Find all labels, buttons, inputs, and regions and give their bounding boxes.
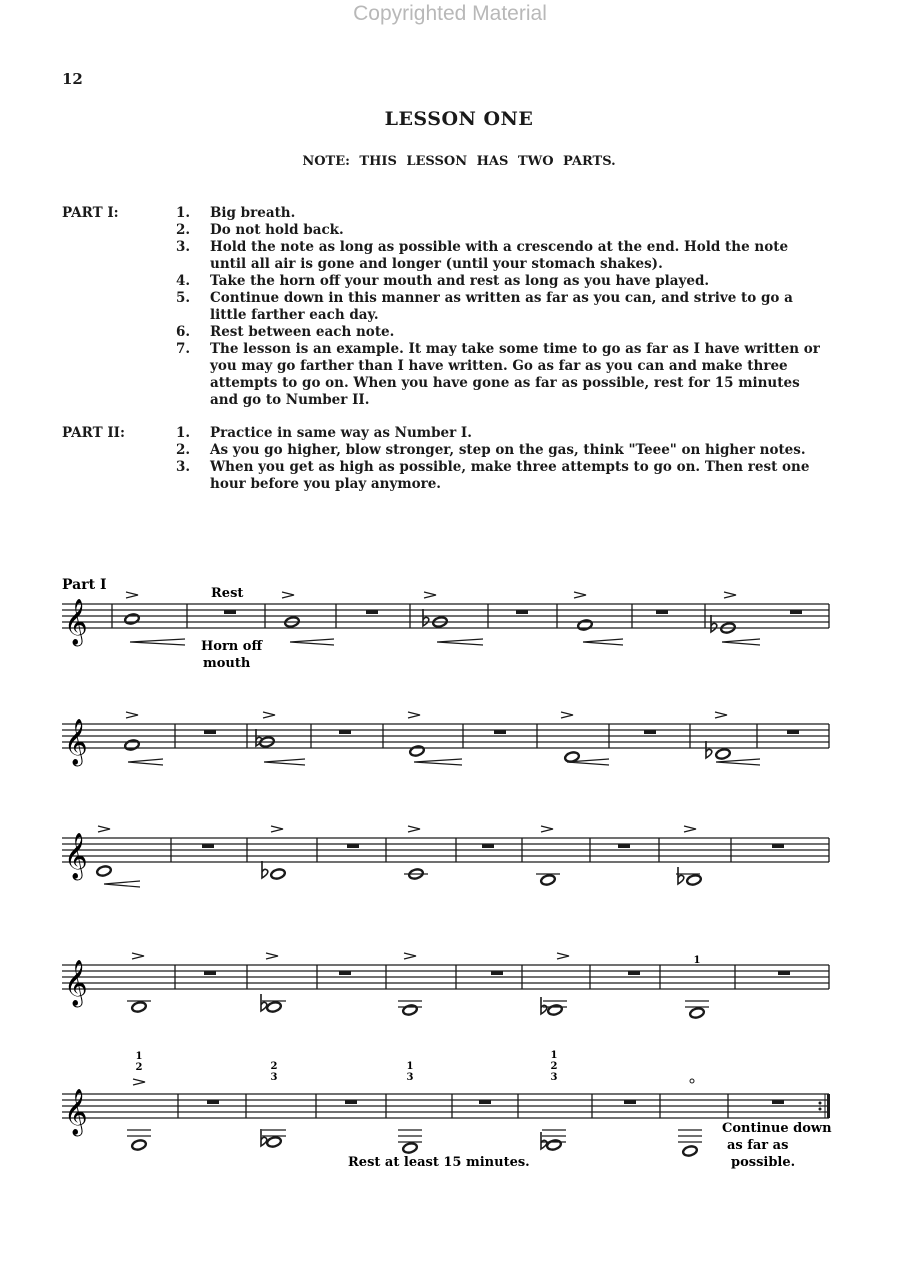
whole-note [682, 1145, 698, 1157]
rest-label: Rest [211, 586, 244, 601]
flat-sign [423, 609, 429, 626]
whole-rest [347, 844, 359, 848]
accent-mark [126, 712, 138, 718]
accent-mark [132, 953, 144, 959]
item-text: As you go higher, blow stronger, step on the gas, think "Teee" on higher notes. [210, 442, 806, 458]
item-text: Rest between each note. [210, 324, 395, 340]
crescendo-hairpin [128, 759, 163, 765]
fingering-number: 2 [270, 1061, 278, 1072]
fingering-number: 2 [550, 1061, 558, 1072]
copyright-watermark: Copyrighted Material [353, 2, 547, 25]
fingering-number: 3 [406, 1072, 414, 1083]
flat-sign [262, 861, 268, 878]
accent-mark [126, 592, 138, 598]
flat-sign [706, 741, 712, 758]
item-text: Practice in same way as Number I. [210, 425, 472, 441]
crescendo-hairpin [437, 639, 483, 645]
lesson-title: LESSON ONE [384, 108, 534, 130]
flat-sign [541, 997, 547, 1014]
accent-mark [408, 826, 420, 832]
horn-off-mouth-label: mouth [203, 656, 251, 671]
accent-mark [404, 953, 416, 959]
page-number: 12 [62, 70, 83, 88]
accent-mark [263, 712, 275, 718]
whole-note [546, 1139, 562, 1151]
treble-clef-icon: 𝄞 [64, 833, 88, 879]
flat-sign [541, 1132, 547, 1149]
accent-mark [557, 953, 569, 959]
crescendo-hairpin [264, 759, 305, 765]
item-number: 3. [176, 459, 191, 475]
fingering-number: 1 [406, 1061, 414, 1072]
rest-15-minutes-label: Rest at least 15 minutes. [348, 1155, 530, 1170]
crescendo-hairpin [414, 759, 462, 765]
whole-note [547, 1004, 563, 1016]
crescendo-hairpin [130, 639, 185, 645]
item-text: The lesson is an example. It may take some time to go as far as I have written or you may go farther than I have written. Go as far as you can and make three attempts to go on. When you have gone as far as possible, rest for 15 minutes and go to Number II. [210, 341, 820, 408]
whole-rest [224, 610, 236, 614]
item-text: Big breath. [210, 205, 296, 221]
whole-rest [479, 1100, 491, 1104]
whole-note [402, 1142, 418, 1154]
item-text: Continue down in this manner as written as far as you can, and strive to go a little farther each day. [210, 290, 793, 323]
fingering-number: 3 [550, 1072, 558, 1083]
whole-rest [516, 610, 528, 614]
whole-rest [772, 1100, 784, 1104]
whole-note [266, 1001, 282, 1013]
repeat-dot [819, 1108, 822, 1111]
item-text: Take the horn off your mouth and rest as long as you have played. [210, 273, 710, 289]
item-text: Do not hold back. [210, 222, 344, 238]
accent-mark [133, 1079, 145, 1085]
whole-rest [491, 971, 503, 975]
item-text: When you get as high as possible, make three attempts to go on. Then rest one hour before you play anymore. [210, 459, 810, 492]
as-far-as-label: as far as [727, 1138, 789, 1153]
final-barline [827, 1094, 830, 1118]
whole-note [124, 739, 140, 751]
whole-rest [202, 844, 214, 848]
whole-rest [644, 730, 656, 734]
whole-rest [494, 730, 506, 734]
whole-rest [204, 730, 216, 734]
whole-rest [772, 844, 784, 848]
flat-sign [711, 615, 717, 632]
item-number: 1. [176, 205, 191, 221]
whole-rest [790, 610, 802, 614]
flat-sign [261, 1129, 267, 1146]
treble-clef-icon: 𝄞 [64, 599, 88, 645]
fingering-number: 1 [693, 955, 701, 966]
accent-mark [715, 712, 727, 718]
whole-rest [339, 971, 351, 975]
accent-mark [266, 953, 278, 959]
continue-down-label: Continue down [722, 1121, 832, 1136]
flat-sign [261, 994, 267, 1011]
treble-clef-icon: 𝄞 [64, 960, 88, 1006]
whole-rest [787, 730, 799, 734]
item-number: 4. [176, 273, 191, 289]
whole-note [131, 1139, 147, 1151]
item-number: 1. [176, 425, 191, 441]
whole-note [715, 748, 731, 760]
item-number: 5. [176, 290, 191, 306]
accent-mark [684, 826, 696, 832]
whole-rest [339, 730, 351, 734]
part2-label: PART II: [62, 425, 125, 441]
whole-rest [656, 610, 668, 614]
fingering-number: 1 [550, 1050, 558, 1061]
whole-rest [345, 1100, 357, 1104]
flat-sign [678, 867, 684, 884]
whole-rest [482, 844, 494, 848]
whole-rest [778, 971, 790, 975]
whole-rest [204, 971, 216, 975]
fingering-number: 1 [135, 1051, 143, 1062]
horn-off-label: Horn off [201, 639, 263, 654]
part-i-staff-label: Part I [62, 577, 107, 593]
accent-mark [724, 592, 736, 598]
item-number: 2. [176, 442, 191, 458]
fingering-number: 3 [270, 1072, 278, 1083]
crescendo-hairpin [290, 639, 334, 645]
whole-rest [624, 1100, 636, 1104]
whole-note [266, 1136, 282, 1148]
treble-clef-icon: 𝄞 [64, 719, 88, 765]
item-text: Hold the note as long as possible with a crescendo at the end. Hold the note until all air is gone and longer (until your stomach shakes). [210, 239, 789, 272]
accent-mark [541, 826, 553, 832]
possible-label: possible. [731, 1155, 796, 1170]
accent-mark [98, 826, 110, 832]
part1-label: PART I: [62, 205, 119, 221]
accent-mark [271, 826, 283, 832]
whole-note [402, 1004, 418, 1016]
item-number: 7. [176, 341, 191, 357]
crescendo-hairpin [567, 759, 609, 765]
crescendo-hairpin [583, 639, 623, 645]
crescendo-hairpin [722, 639, 760, 645]
accent-mark [424, 592, 436, 598]
accent-mark [282, 592, 294, 598]
whole-rest [628, 971, 640, 975]
item-number: 6. [176, 324, 191, 340]
harmonic-circle [690, 1079, 694, 1083]
whole-rest [366, 610, 378, 614]
whole-note [131, 1001, 147, 1013]
accent-mark [408, 712, 420, 718]
accent-mark [561, 712, 573, 718]
whole-note [409, 745, 425, 757]
fingering-number: 2 [135, 1062, 143, 1073]
whole-rest [207, 1100, 219, 1104]
item-number: 3. [176, 239, 191, 255]
whole-note [686, 874, 702, 886]
whole-rest [618, 844, 630, 848]
whole-note [270, 868, 286, 880]
whole-note [96, 865, 112, 877]
crescendo-hairpin [716, 759, 760, 765]
accent-mark [574, 592, 586, 598]
whole-note [689, 1007, 705, 1019]
item-number: 2. [176, 222, 191, 238]
lesson-note: NOTE: THIS LESSON HAS TWO PARTS. [302, 154, 616, 169]
treble-clef-icon: 𝄞 [64, 1089, 88, 1135]
repeat-dot [819, 1102, 822, 1105]
whole-note [540, 874, 556, 886]
whole-note [577, 619, 593, 631]
whole-note [124, 613, 140, 625]
crescendo-hairpin [104, 881, 140, 887]
